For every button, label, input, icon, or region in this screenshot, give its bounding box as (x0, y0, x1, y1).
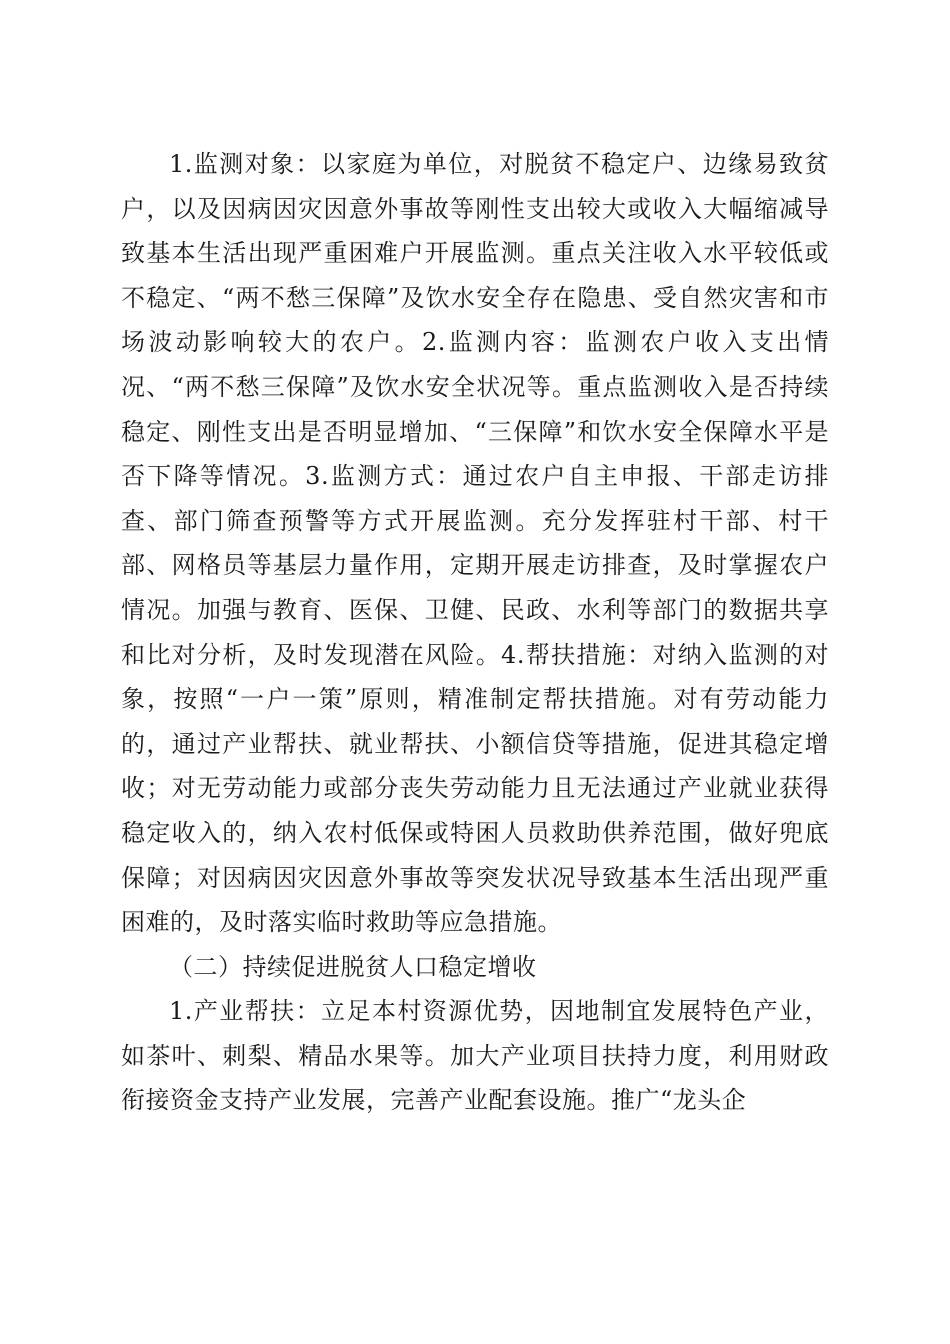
section-heading: （二）持续促进脱贫人口稳定增收 (169, 952, 537, 981)
industry-support-paragraph: 1.产业帮扶：立足本村资源优势，因地制宜发展特色产业，如茶叶、刺梨、精品水果等。加大产业项目扶持力度，利用财政衔接资金支持产业发展，完善产业配套设施。推广“龙头企 (121, 997, 829, 1115)
document-body (121, 142, 829, 1123)
monitoring-paragraph: 1.监测对象：以家庭为单位，对脱贫不稳定户、边缘易致贫户，以及因病因灾因意外事故等刚性支出较大或收入大幅缩减导致基本生活出现严重困难户开展监测。重点关注收入水平较低或不稳定、“两不愁三保障”及饮水安全存在隐患、受自然灾害和市场波动影响较大的农户。2.监测内容：监测农户收入支出情况、“两不愁三保障”及饮水安全状况等。重点监测收入是否持续稳定、刚性支出是否明显增加、“三保障”和饮水安全保障水平是否下降等情况。3.监测方式：通过农户自主申报、干部走访排查、部门筛查预警等方式开展监测。充分发挥驻村干部、村干部、网格员等基层力量作用，定期开展走访排查，及时掌握农户情况。加强与教育、医保、卫健、民政、水利等部门的数据共享和比对分析，及时发现潜在风险。4.帮扶措施：对纳入监测的对象，按照“一户一策”原则，精准制定帮扶措施。对有劳动能力的，通过产业帮扶、就业帮扶、小额信贷等措施，促进其稳定增收；对无劳动能力或部分丧失劳动能力且无法通过产业就业获得稳定收入的，纳入农村低保或特困人员救助供养范围，做好兜底保障；对因病因灾因意外事故等突发状况导致基本生活出现严重困难的，及时落实临时救助等应急措施。 (121, 150, 829, 937)
